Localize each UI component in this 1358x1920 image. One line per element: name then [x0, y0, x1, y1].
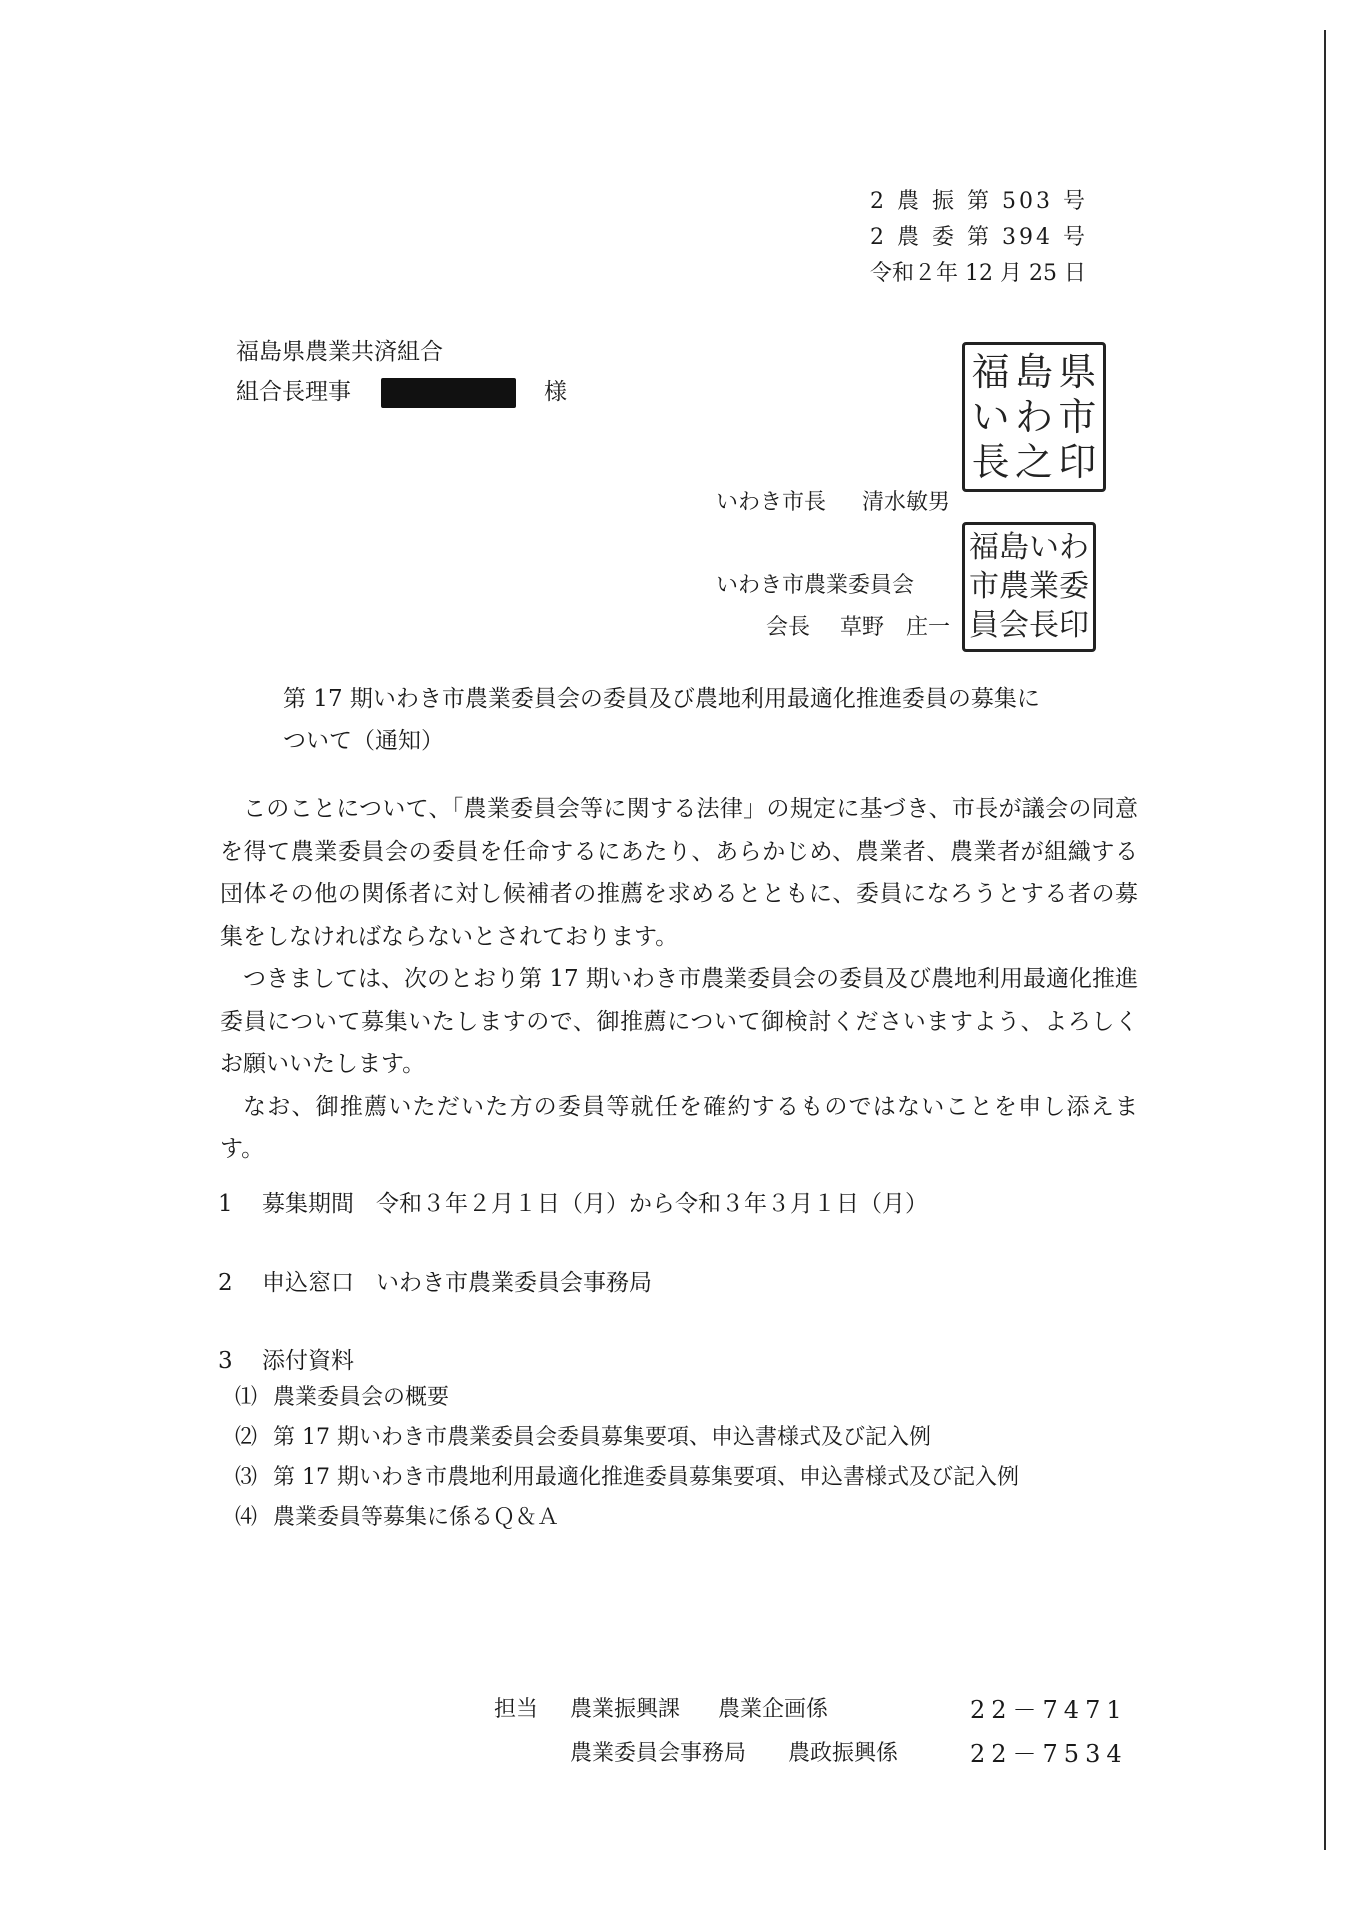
committee-seal-stamp: 福 島 い わ 市 農 業 委 員 会 長 印: [962, 522, 1096, 652]
addressee-title-line: [236, 372, 567, 412]
document-date: 令和２年 12 月 25 日: [870, 261, 1086, 286]
document-reference-block: [870, 184, 1100, 292]
contact-dept-2: 農業委員会事務局: [570, 1741, 747, 1766]
addressee-block: [236, 332, 567, 412]
sender-committee-role: 会長: [766, 615, 811, 640]
item-label: 添付資料: [262, 1348, 354, 1374]
attachment-item: ⑶ 第 17 期いわき市農地利用最適化推進委員募集要項、申込書様式及び記入例: [235, 1465, 1019, 1490]
item-label: 募集期間: [262, 1191, 354, 1217]
sender-committee-name: 草野 庄一: [840, 615, 951, 640]
page-edge-rule: [1324, 30, 1326, 1850]
contact-label: 担当: [494, 1697, 539, 1722]
item-value: 令和３年２月１日（月）から令和３年３月１日（月）: [376, 1191, 928, 1217]
body-paragraph-3: なお、御推薦いただいた方の委員等就任を確約するものではないことを申し添えます。: [220, 1093, 1139, 1162]
sender-mayor-org: いわき市長: [716, 490, 827, 515]
document-body: [220, 788, 1138, 1171]
reference-number-1: 2 農 振 第 503 号: [870, 189, 1088, 214]
redaction-bar: [381, 378, 516, 408]
item-attachments: 3 添付資料: [218, 1348, 354, 1374]
mayor-seal-stamp: 福 島 県 い わ 市 長 之 印: [962, 342, 1106, 492]
item-value: いわき市農業委員会事務局: [376, 1270, 652, 1296]
body-paragraph-1: このことについて、「農業委員会等に関する法律」の規定に基づき、市長が議会の同意を得て農業委員会の委員を任命するにあたり、あらかじめ、農業者、農業者が組織する団体その他の関係者に対し候補者の推薦を求めるとともに、委員になろうとする者の募集をしなければならないとされております。: [220, 796, 1139, 950]
document-subject: [283, 678, 1103, 762]
contact-phone-2: 22－7534: [970, 1740, 1128, 1768]
contact-section-1: 農業企画係: [718, 1697, 829, 1722]
attachment-item: ⑴ 農業委員会の概要: [235, 1385, 450, 1410]
item-application-office: 2 申込窓口 いわき市農業委員会事務局: [218, 1270, 652, 1296]
sender-mayor-name: 清水敏男: [862, 490, 951, 515]
reference-number-2: 2 農 委 第 394 号: [870, 225, 1088, 250]
item-recruitment-period: 1 募集期間 令和３年２月１日（月）から令和３年３月１日（月）: [218, 1191, 928, 1217]
sender-committee-chair: [766, 610, 950, 641]
attachment-item: ⑷ 農業委員等募集に係るＱ＆Ａ: [235, 1505, 560, 1530]
subject-line-2: ついて（通知）: [283, 728, 444, 754]
body-paragraph-2: つきましては、次のとおり第 17 期いわき市農業委員会の委員及び農地利用最適化推進委員について募集いたしますので、御推薦について御検討くださいますよう、よろしくお願いいたします。: [220, 966, 1138, 1077]
addressee-organization: 福島県農業共済組合: [236, 339, 443, 365]
contact-section-2: 農政振興係: [788, 1741, 899, 1766]
subject-line-1: 第 17 期いわき市農業委員会の委員及び農地利用最適化推進委員の募集に: [283, 686, 1040, 712]
sender-committee-org: いわき市農業委員会: [716, 573, 915, 598]
contact-phone-1: 22－7471: [970, 1696, 1128, 1724]
attachment-item: ⑵ 第 17 期いわき市農業委員会委員募集要項、申込書様式及び記入例: [235, 1425, 931, 1450]
addressee-honorific: 様: [544, 379, 567, 405]
item-label: 申込窓口: [262, 1270, 354, 1296]
sender-mayor: [716, 485, 950, 516]
contact-dept-1: 農業振興課: [570, 1697, 681, 1722]
addressee-title: 組合長理事: [236, 379, 351, 405]
